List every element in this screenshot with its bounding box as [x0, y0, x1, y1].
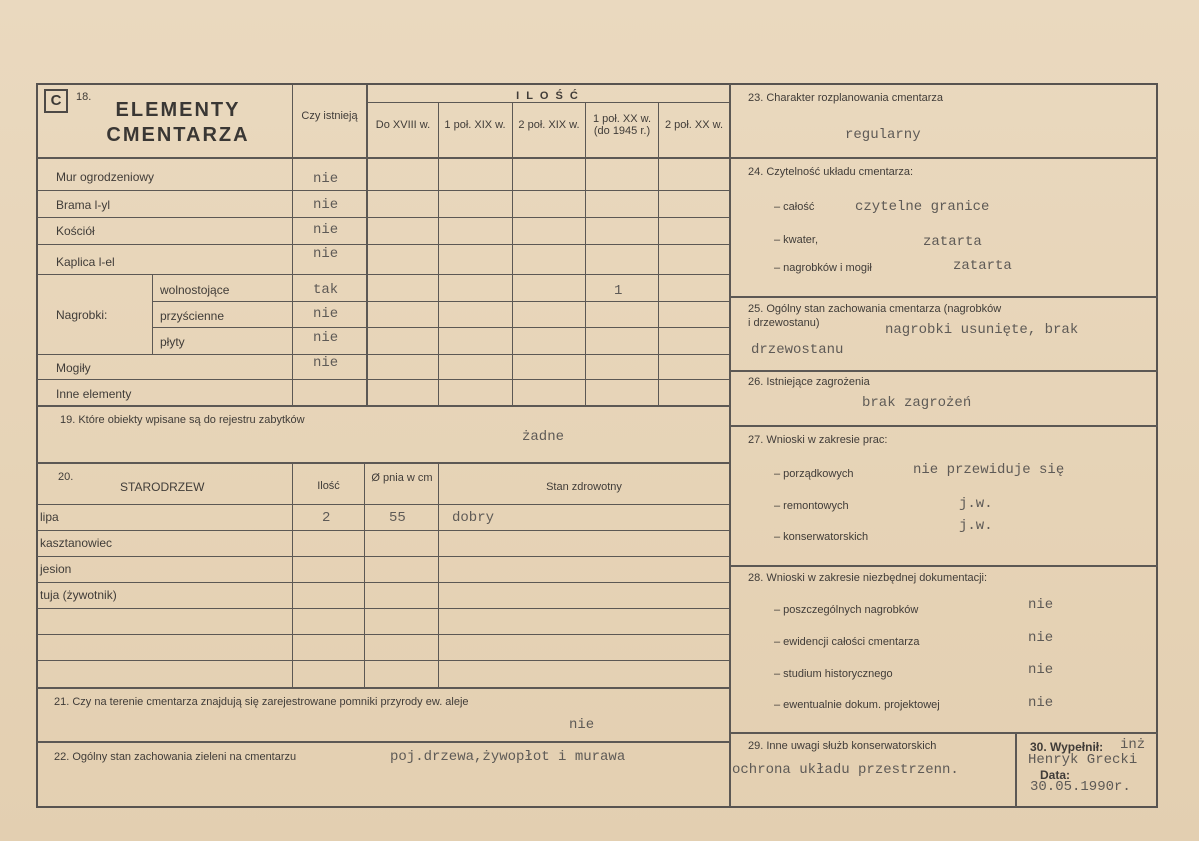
label-27-remontowych: – remontowych — [774, 500, 849, 512]
nagrobki-label: Nagrobki: — [56, 308, 108, 322]
grid-line — [731, 732, 1158, 734]
grid-line — [731, 425, 1158, 427]
grid-line — [658, 103, 659, 405]
label-28a: – poszczególnych nagrobków — [774, 604, 919, 616]
header-col-2pol-xix: 2 poł. XIX w. — [518, 119, 580, 131]
header-col-2pol-xx: 2 poł. XX w. — [664, 119, 724, 131]
tree-name: jesion — [40, 562, 72, 576]
question-29: 29. Inne uwagi służb konserwatorskich — [748, 740, 937, 752]
grid-line — [37, 405, 729, 407]
grid-line — [438, 103, 439, 405]
grid-line — [512, 103, 513, 405]
grid-line — [367, 102, 729, 103]
answer-28b: nie — [1028, 630, 1054, 646]
question-22: 22. Ogólny stan zachowania zieleni na cmentarzu — [54, 751, 297, 763]
question-27: 27. Wnioski w zakresie prac: — [748, 434, 888, 446]
row-sublabel: przyścienne — [160, 309, 225, 323]
header-col-1pol-xx: 1 poł. XX w. (do 1945 r.) — [592, 113, 652, 137]
answer-26: brak zagrożeń — [862, 395, 972, 411]
row-label: Kościół — [56, 224, 95, 238]
section-letter-box: C — [44, 89, 68, 113]
grid-line — [37, 504, 729, 505]
label-27-porzadkowych: – porządkowych — [774, 468, 854, 480]
grid-line — [292, 463, 293, 688]
label-24-nagrobki: – nagrobków i mogił — [774, 262, 872, 274]
answer-30-title: inż — [1120, 737, 1146, 753]
grid-line — [37, 660, 729, 661]
grid-line — [37, 190, 729, 191]
header-col-1pol-xix: 1 poł. XIX w. — [444, 119, 506, 131]
label-27-konserwatorskich: – konserwatorskich — [774, 531, 869, 543]
field-number-20: 20. — [58, 471, 74, 483]
row-label: Mur ogrodzeniowy — [56, 170, 155, 184]
row-label: Brama l-yl — [56, 198, 111, 212]
grid-line — [1015, 733, 1017, 807]
tree-name: tuja (żywotnik) — [40, 588, 117, 602]
grid-line — [37, 244, 729, 245]
grid-line — [292, 85, 293, 405]
grid-line — [37, 608, 729, 609]
grid-line — [37, 354, 729, 355]
grid-line — [37, 556, 729, 557]
tree-diameter: 55 — [389, 510, 406, 526]
grid-line — [152, 301, 729, 302]
header-ilosc: I L O Ś Ć — [516, 90, 580, 102]
question-25-line1: 25. Ogólny stan zachowania cmentarza (nagrobków — [748, 303, 1002, 315]
czy-value: nie — [313, 222, 339, 238]
grid-line — [37, 462, 729, 464]
row-sublabel: płyty — [160, 335, 185, 349]
answer-23: regularny — [845, 127, 921, 143]
answer-22: poj.drzewa,żywopłot i murawa — [390, 749, 626, 765]
label-28b: – ewidencji całości cmentarza — [774, 636, 920, 648]
tree-qty: 2 — [322, 510, 331, 526]
question-21: 21. Czy na terenie cmentarza znajdują się zarejestrowane pomniki przyrody ew. aleje — [54, 696, 469, 708]
answer-30-name: Henryk Grecki — [1028, 752, 1138, 768]
label-30-data: Data: — [1040, 768, 1071, 782]
grid-line — [366, 85, 368, 405]
answer-25-line1: nagrobki usunięte, brak — [885, 322, 1079, 338]
grid-line — [37, 217, 729, 218]
grid-line — [37, 582, 729, 583]
grid-line — [152, 327, 729, 328]
grid-line — [731, 370, 1158, 372]
czy-value: nie — [313, 197, 339, 213]
header-stan-zdrowotny: Stan zdrowotny — [546, 481, 622, 493]
answer-19: żadne — [522, 429, 565, 445]
label-24-calosc: – całość — [774, 201, 815, 213]
grid-line — [731, 157, 1158, 159]
tree-condition: dobry — [452, 510, 495, 526]
header-ilosc-trees: Ilość — [317, 480, 340, 492]
grid-line — [731, 296, 1158, 298]
header-diameter: Ø pnia w cm — [371, 472, 433, 484]
answer-27-porzadkowych: nie przewiduje się — [913, 462, 1065, 478]
grid-line — [731, 565, 1158, 567]
grid-line — [37, 274, 729, 275]
czy-value: tak — [313, 282, 339, 298]
header-czy-istnieja: Czy istnieją — [301, 110, 358, 122]
row-sublabel: wolnostojące — [160, 283, 230, 297]
czy-value: nie — [313, 246, 339, 262]
question-30: 30. Wypełnił: — [1030, 740, 1104, 754]
czy-value: nie — [313, 171, 339, 187]
question-26: 26. Istniejące zagrożenia — [748, 376, 870, 388]
header-col-xviii: Do XVIII w. — [375, 119, 431, 131]
grid-line — [585, 103, 586, 405]
starodrzew-header: STARODRZEW — [120, 480, 205, 494]
answer-29: ochrona układu przestrzenn. — [732, 762, 959, 778]
tree-name: kasztanowiec — [40, 536, 113, 550]
label-24-kwater: – kwater, — [774, 234, 819, 246]
answer-28c: nie — [1028, 662, 1054, 678]
section-title-line2: CMENTARZA — [106, 124, 250, 146]
answer-28a: nie — [1028, 597, 1054, 613]
label-28d: – ewentualnie dokum. projektowej — [774, 699, 940, 711]
czy-value: nie — [313, 330, 339, 346]
answer-24-calosc: czytelne granice — [855, 199, 990, 215]
count-1pol-xx-wolnostojace: 1 — [614, 283, 623, 299]
row-label: Inne elementy — [56, 387, 132, 401]
answer-27-konserwatorskich: j.w. — [959, 518, 993, 534]
column-divider — [729, 84, 731, 806]
answer-28d: nie — [1028, 695, 1054, 711]
question-28: 28. Wnioski w zakresie niezbędnej dokumentacji: — [748, 572, 988, 584]
czy-value: nie — [313, 306, 339, 322]
grid-line — [438, 463, 439, 688]
field-number-18: 18. — [76, 91, 92, 103]
question-23: 23. Charakter rozplanowania cmentarza — [748, 92, 944, 104]
answer-24-nagrobki: zatarta — [953, 258, 1012, 274]
question-25-line2: i drzewostanu) — [748, 317, 820, 329]
label-28c: – studium historycznego — [774, 668, 893, 680]
grid-line — [37, 741, 729, 743]
czy-value: nie — [313, 355, 339, 371]
grid-line — [364, 463, 365, 688]
grid-line — [37, 530, 729, 531]
row-label: Kaplica l-el — [56, 255, 115, 269]
row-label: Mogiły — [56, 361, 91, 375]
answer-21: nie — [569, 717, 595, 733]
answer-24-kwater: zatarta — [923, 234, 982, 250]
answer-27-remontowych: j.w. — [959, 496, 993, 512]
grid-line — [37, 687, 729, 689]
answer-25-line2: drzewostanu — [751, 342, 844, 358]
answer-30-date: 30.05.1990r. — [1030, 779, 1131, 795]
tree-name: lipa — [40, 510, 59, 524]
question-19: 19. Które obiekty wpisane są do rejestru zabytków — [60, 414, 305, 426]
grid-line — [37, 157, 729, 159]
grid-line — [37, 379, 729, 380]
grid-line — [37, 634, 729, 635]
grid-line — [152, 274, 153, 354]
question-24: 24. Czytelność układu cmentarza: — [748, 166, 914, 178]
section-title-line1: ELEMENTY — [115, 99, 241, 121]
